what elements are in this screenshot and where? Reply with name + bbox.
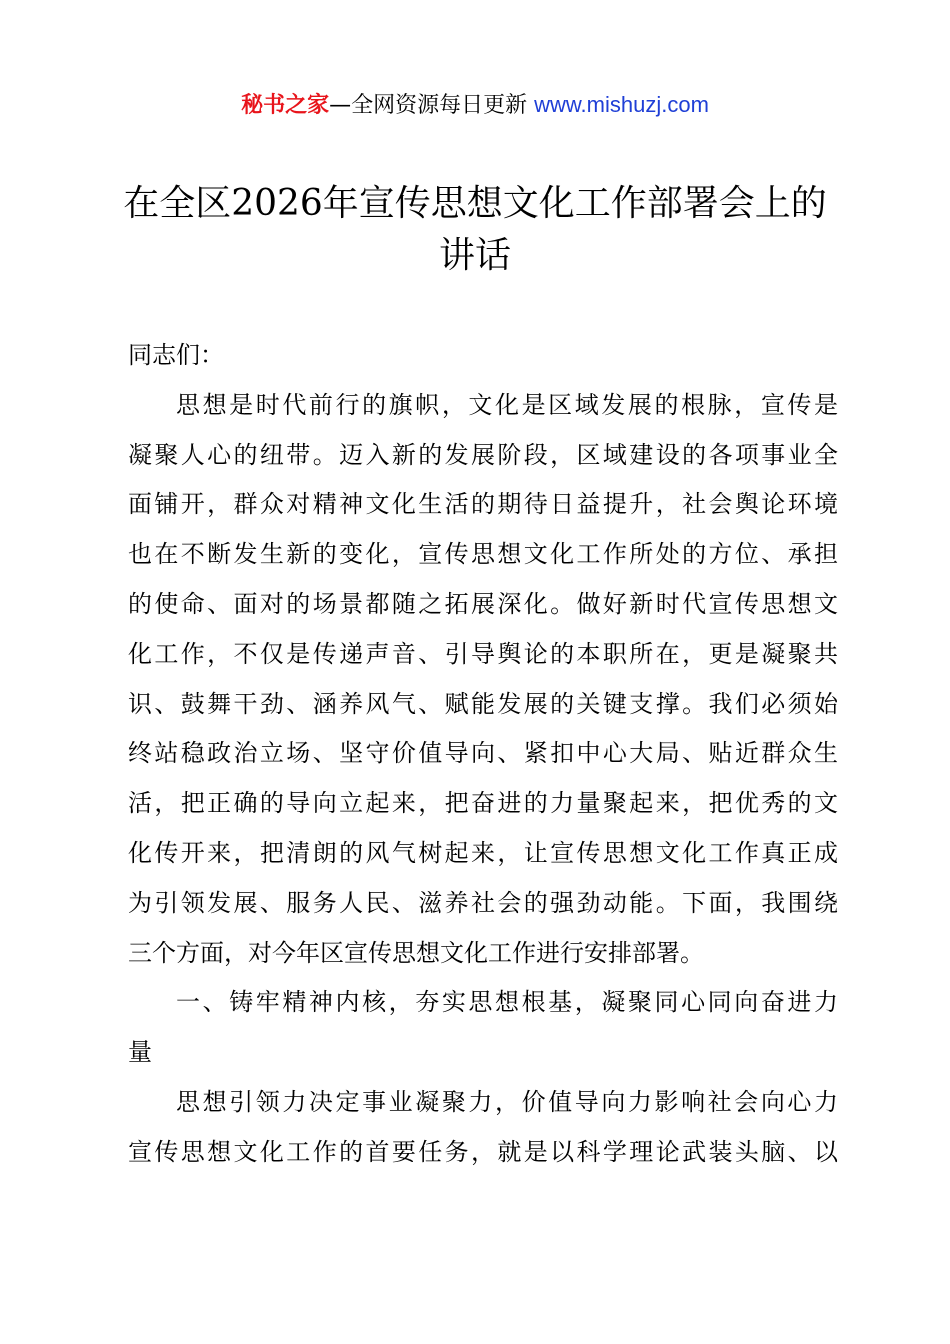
paragraph-line: 也在不断发生新的变化，宣传思想文化工作所处的方位、承担: [128, 540, 838, 569]
section-heading-1: [128, 978, 838, 1078]
document-body: [128, 331, 838, 1178]
title-line-1: 在全区2026年宣传思想文化工作部署会上的: [123, 183, 827, 224]
paragraph-line: 宣传思想文化工作的首要任务，就是以科学理论武装头脑、以: [128, 1137, 838, 1166]
site-header: [0, 88, 950, 123]
paragraph-line: 凝聚人心的纽带。迈入新的发展阶段，区域建设的各项事业全: [128, 440, 838, 469]
paragraph-line: 识、鼓舞干劲、涵养风气、赋能发展的关键支撑。我们必须始: [128, 689, 838, 718]
paragraph-line: 为引领发展、服务人民、滋养社会的强劲动能。下面，我围绕: [128, 888, 838, 917]
header-tagline: —全网资源每日更新: [329, 93, 535, 118]
paragraph-line: 思想引领力决定事业凝聚力，价值导向力影响社会向心力: [176, 1087, 838, 1116]
brand-name: 秘书之家: [241, 93, 330, 118]
paragraph-section-1: [128, 1078, 838, 1178]
paragraph-line: 终站稳政治立场、坚守价值导向、紧扣中心大局、贴近群众生: [128, 739, 838, 768]
paragraph-line: 化传开来，把清朗的风气树起来，让宣传思想文化工作真正成: [128, 838, 838, 867]
paragraph-line: 三个方面，对今年区宣传思想文化工作进行安排部署。: [128, 938, 704, 967]
document-title: [110, 178, 840, 282]
paragraph-line: 活，把正确的导向立起来，把奋进的力量聚起来，把优秀的文: [128, 789, 838, 818]
title-line-2: 讲话: [438, 235, 511, 276]
paragraph-line: 的使命、面对的场景都随之拓展深化。做好新时代宣传思想文: [128, 589, 838, 618]
site-url-link[interactable]: www.mishuzj.com: [534, 92, 709, 117]
section-heading-line: 一、铸牢精神内核，夯实思想根基，凝聚同心同向奋进力: [176, 988, 838, 1017]
paragraph-intro: [128, 381, 838, 979]
paragraph-line: 思想是时代前行的旗帜，文化是区域发展的根脉，宣传是: [176, 390, 838, 419]
paragraph-line: 化工作，不仅是传递声音、引导舆论的本职所在，更是凝聚共: [128, 639, 838, 668]
section-heading-line: 量: [128, 1038, 152, 1067]
paragraph-line: 面铺开，群众对精神文化生活的期待日益提升，社会舆论环境: [128, 490, 838, 519]
greeting: 同志们：: [128, 341, 224, 369]
